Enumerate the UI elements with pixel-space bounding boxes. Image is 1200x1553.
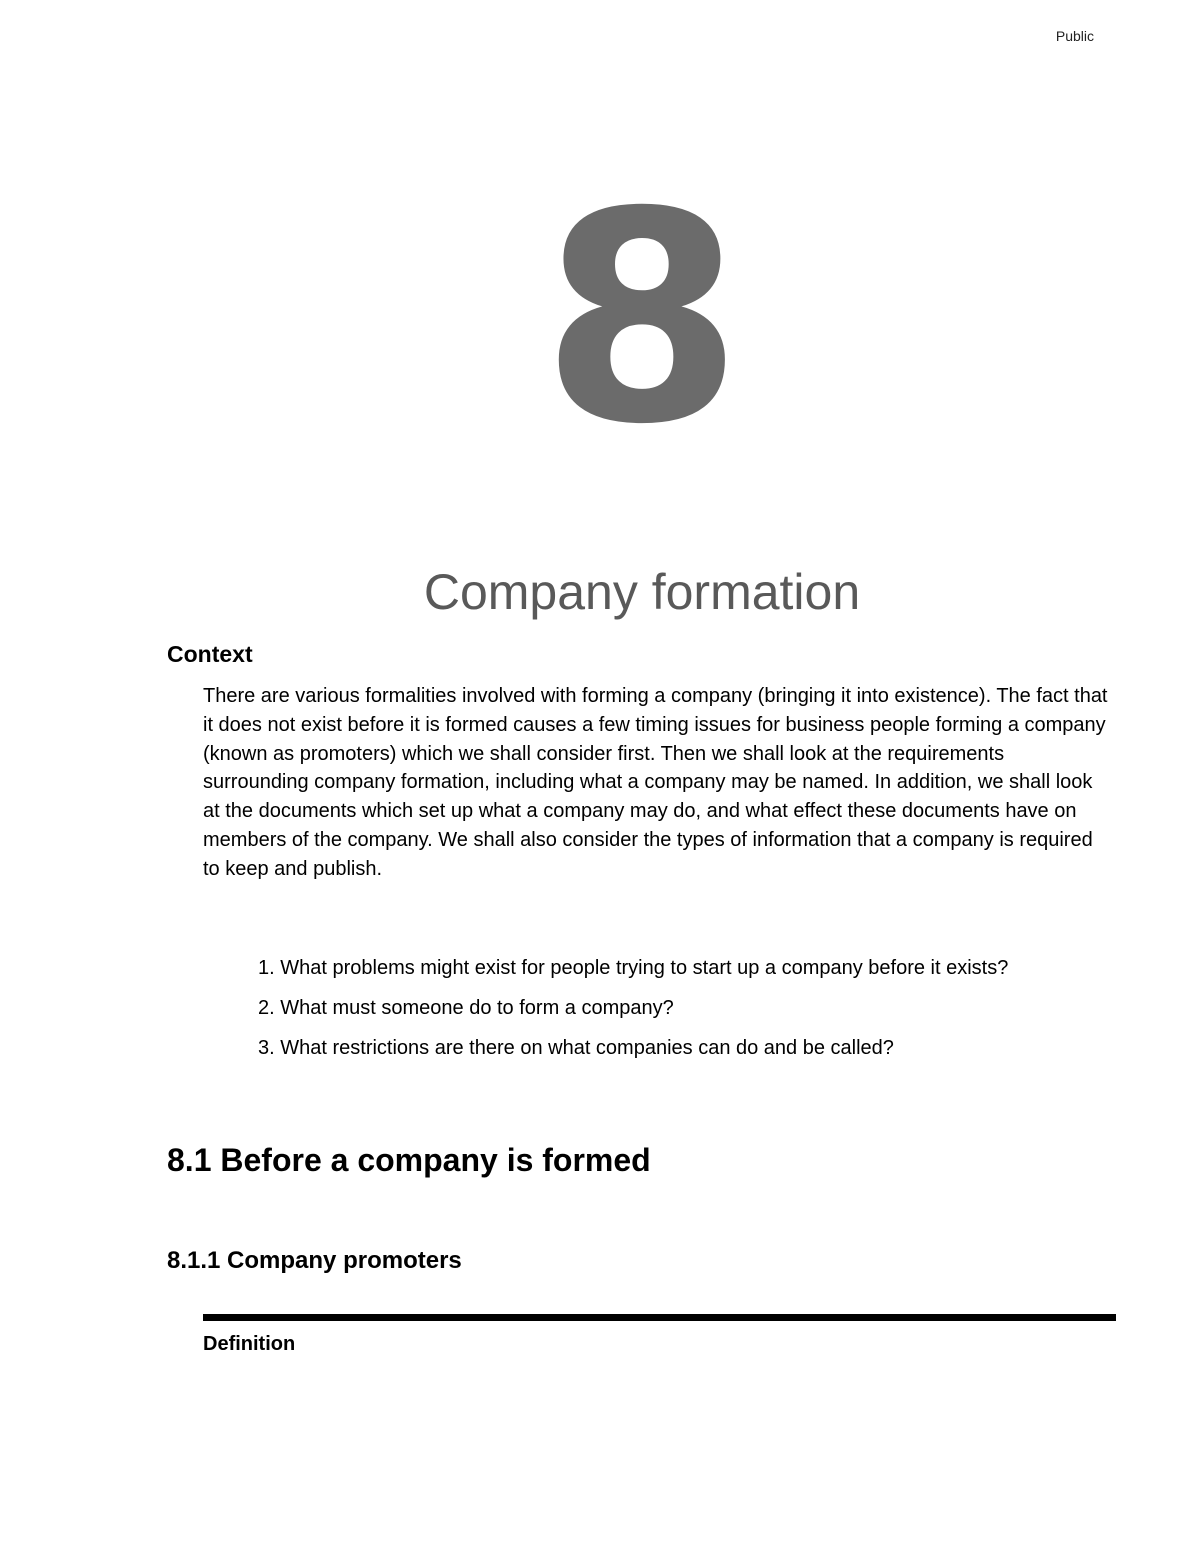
section-heading: 8.1 Before a company is formed — [167, 1142, 651, 1178]
classification-label: Public — [1055, 28, 1094, 44]
question-item: 1. What problems might exist for people trying to start up a company before it exists? — [258, 957, 1009, 979]
context-paragraph: There are various formalities involved with forming a company (bringing it into existence). The fact that it does not exist before it is formed causes a few timing issues for business people forming a company (known as promoters) which we shall consider first. Then we shall look at the requirements surrounding company formation, including what a company may be named. In addition, we shall look at the documents which set up what a company may do, and what effect these documents have on members of the company. We shall also consider the types of information that a company is required to keep and publish. — [203, 685, 1108, 880]
subsection-heading: 8.1.1 Company promoters — [167, 1247, 462, 1274]
definition-box-top-rule — [203, 1314, 1116, 1321]
question-item: 3. What restrictions are there on what companies can do and be called? — [258, 1037, 894, 1059]
definition-label: Definition — [203, 1333, 296, 1355]
chapter-number: 8 — [541, 151, 743, 488]
context-heading: Context — [167, 641, 253, 667]
chapter-title: Company formation — [423, 564, 861, 620]
question-item: 2. What must someone do to form a company? — [258, 997, 674, 1019]
key-questions-list — [258, 954, 1118, 1074]
